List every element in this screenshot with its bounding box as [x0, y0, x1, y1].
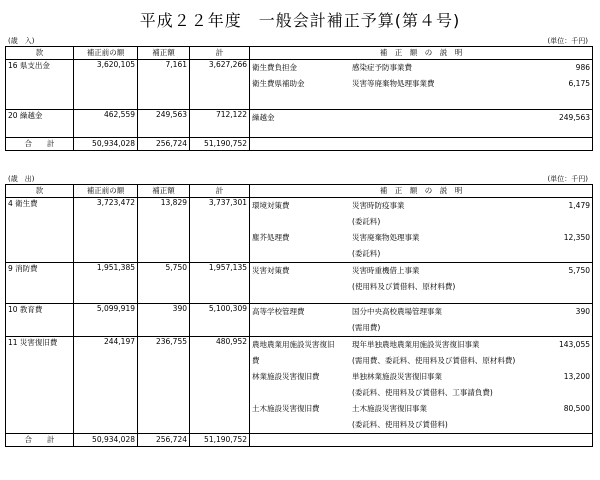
- row-before: 3,723,472: [74, 198, 138, 263]
- explanation-line: [250, 230, 592, 246]
- explanation-category: 衛生費県補助金: [252, 79, 305, 88]
- header-total: 計: [190, 185, 250, 198]
- row-item: 10 教育費: [6, 304, 74, 337]
- explanation-line: [250, 337, 592, 353]
- explanation-category: 衛生費負担金: [252, 63, 297, 72]
- row-total: 712,122: [190, 110, 250, 138]
- row-amount: 13,829: [138, 198, 190, 263]
- row-total: 3,737,301: [190, 198, 250, 263]
- explanation-detail: 感染症予防事業費: [352, 63, 412, 72]
- row-before: 462,559: [74, 110, 138, 138]
- expenditure-unit-label: (単位：千円): [547, 175, 588, 183]
- explanation-line: [250, 279, 592, 295]
- row-amount: 7,161: [138, 60, 190, 110]
- explanation-category: 林業施設災害復旧費: [252, 372, 320, 381]
- header-explanation: 補 正 額 の 説 明: [250, 47, 593, 60]
- explanation-detail: (委託料、使用料及び賃借料、工事請負費): [352, 388, 493, 397]
- total-amount: 256,724: [138, 434, 190, 447]
- table-row: [6, 337, 593, 434]
- table-row: [6, 198, 593, 263]
- explanation-detail: 災害時防疫事業: [352, 201, 405, 210]
- explanation-detail: (委託料): [352, 249, 381, 258]
- explanation-detail: 災害廃棄物処理事業: [352, 233, 420, 242]
- explanation-line: [250, 401, 592, 417]
- row-total: 480,952: [190, 337, 250, 434]
- header-before: 補正前の額: [74, 47, 138, 60]
- explanation-detail: (委託料、使用料及び賃借料): [352, 420, 448, 429]
- explanation-detail: 災害時重機借上事業: [352, 266, 420, 275]
- explanation-category: 費: [252, 356, 260, 365]
- page-title: 平成２２年度 一般会計補正予算(第４号): [139, 11, 461, 30]
- explanation-line: [250, 214, 592, 230]
- total-label: 合 計: [6, 138, 74, 151]
- explanation-category: 災害対策費: [252, 266, 290, 275]
- explanation-line: [250, 246, 592, 262]
- explanation-line: [250, 304, 592, 320]
- table-row: [6, 110, 593, 138]
- row-amount: 236,755: [138, 337, 190, 434]
- row-item: 11 災害復旧費: [6, 337, 74, 434]
- explanation-detail: 現年単独農地農業用施設災害復旧事業: [352, 340, 480, 349]
- row-explanation: [250, 110, 593, 138]
- explanation-category: 農地農業用施設災害復旧: [252, 340, 335, 349]
- expenditure-total-row: [6, 434, 593, 447]
- explanation-line: [250, 353, 592, 369]
- explanation-category: 高等学校管理費: [252, 307, 305, 316]
- total-before: 50,934,028: [74, 138, 138, 151]
- row-amount: 249,563: [138, 110, 190, 138]
- explanation-detail: 土木施設災害復旧事業: [352, 404, 427, 413]
- row-before: 1,951,385: [74, 263, 138, 304]
- explanation-amount: 390: [575, 307, 590, 316]
- total-before: 50,934,028: [74, 434, 138, 447]
- explanation-spacer: [250, 295, 592, 303]
- header-before: 補正前の額: [74, 185, 138, 198]
- header-item: 款: [6, 47, 74, 60]
- table-row: [6, 304, 593, 337]
- revenue-total-row: [6, 138, 593, 151]
- explanation-line: [250, 417, 592, 433]
- explanation-amount: 80,500: [563, 404, 590, 413]
- row-explanation: [250, 60, 593, 110]
- expenditure-section-label: (歳 出): [8, 175, 35, 183]
- explanation-line: [250, 320, 592, 336]
- explanation-amount: 986: [575, 63, 590, 72]
- explanation-line: [250, 110, 592, 126]
- row-explanation: [250, 263, 593, 304]
- total-total: 51,190,752: [190, 434, 250, 447]
- expenditure-header-row: [6, 185, 593, 198]
- revenue-section-label: (歳 入): [8, 37, 35, 45]
- explanation-detail: (需用費、委託料、使用料及び賃借料、原材料費): [352, 356, 516, 365]
- header-explanation: 補 正 額 の 説 明: [250, 185, 593, 198]
- revenue-table: [5, 46, 593, 151]
- header-item: 款: [6, 185, 74, 198]
- explanation-amount: 13,200: [563, 372, 590, 381]
- expenditure-table: [5, 184, 593, 447]
- row-explanation: [250, 198, 593, 263]
- header-amount: 補正額: [138, 47, 190, 60]
- header-amount: 補正額: [138, 185, 190, 198]
- total-explanation-empty: [250, 138, 593, 151]
- row-before: 244,197: [74, 337, 138, 434]
- explanation-line: [250, 60, 592, 76]
- row-explanation: [250, 304, 593, 337]
- revenue-unit-label: (単位：千円): [547, 37, 588, 45]
- row-total: 1,957,135: [190, 263, 250, 304]
- total-total: 51,190,752: [190, 138, 250, 151]
- explanation-amount: 249,563: [558, 113, 590, 122]
- explanation-line: [250, 76, 592, 92]
- explanation-category: 繰越金: [252, 113, 275, 122]
- explanation-detail: (需用費): [352, 323, 381, 332]
- row-total: 3,627,266: [190, 60, 250, 110]
- explanation-detail: 災害等廃棄物処理事業費: [352, 79, 435, 88]
- explanation-category: 土木施設災害復旧費: [252, 404, 320, 413]
- total-label: 合 計: [6, 434, 74, 447]
- row-item: 9 消防費: [6, 263, 74, 304]
- table-row: [6, 263, 593, 304]
- explanation-amount: 6,175: [568, 79, 590, 88]
- row-amount: 5,750: [138, 263, 190, 304]
- row-before: 5,099,919: [74, 304, 138, 337]
- explanation-detail: (使用料及び賃借料、原材料費): [352, 282, 456, 291]
- explanation-detail: (委託料): [352, 217, 381, 226]
- header-total: 計: [190, 47, 250, 60]
- explanation-line: [250, 385, 592, 401]
- total-amount: 256,724: [138, 138, 190, 151]
- explanation-amount: 143,055: [558, 340, 590, 349]
- revenue-header-row: [6, 47, 593, 60]
- table-row: [6, 60, 593, 110]
- explanation-line: [250, 263, 592, 279]
- explanation-detail: 単独林業施設災害復旧事業: [352, 372, 442, 381]
- row-amount: 390: [138, 304, 190, 337]
- row-item: 4 衛生費: [6, 198, 74, 263]
- explanation-amount: 5,750: [568, 266, 590, 275]
- explanation-line: [250, 369, 592, 385]
- explanation-category: 環境対策費: [252, 201, 290, 210]
- row-total: 5,100,309: [190, 304, 250, 337]
- row-item: 20 繰越金: [6, 110, 74, 138]
- explanation-amount: 1,479: [568, 201, 590, 210]
- explanation-line: [250, 198, 592, 214]
- total-explanation-empty: [250, 434, 593, 447]
- explanation-category: 塵芥処理費: [252, 233, 290, 242]
- explanation-detail: 国分中央高校農場管理事業: [352, 307, 442, 316]
- row-before: 3,620,105: [74, 60, 138, 110]
- row-explanation: [250, 337, 593, 434]
- explanation-amount: 12,350: [563, 233, 590, 242]
- row-item: 16 県支出金: [6, 60, 74, 110]
